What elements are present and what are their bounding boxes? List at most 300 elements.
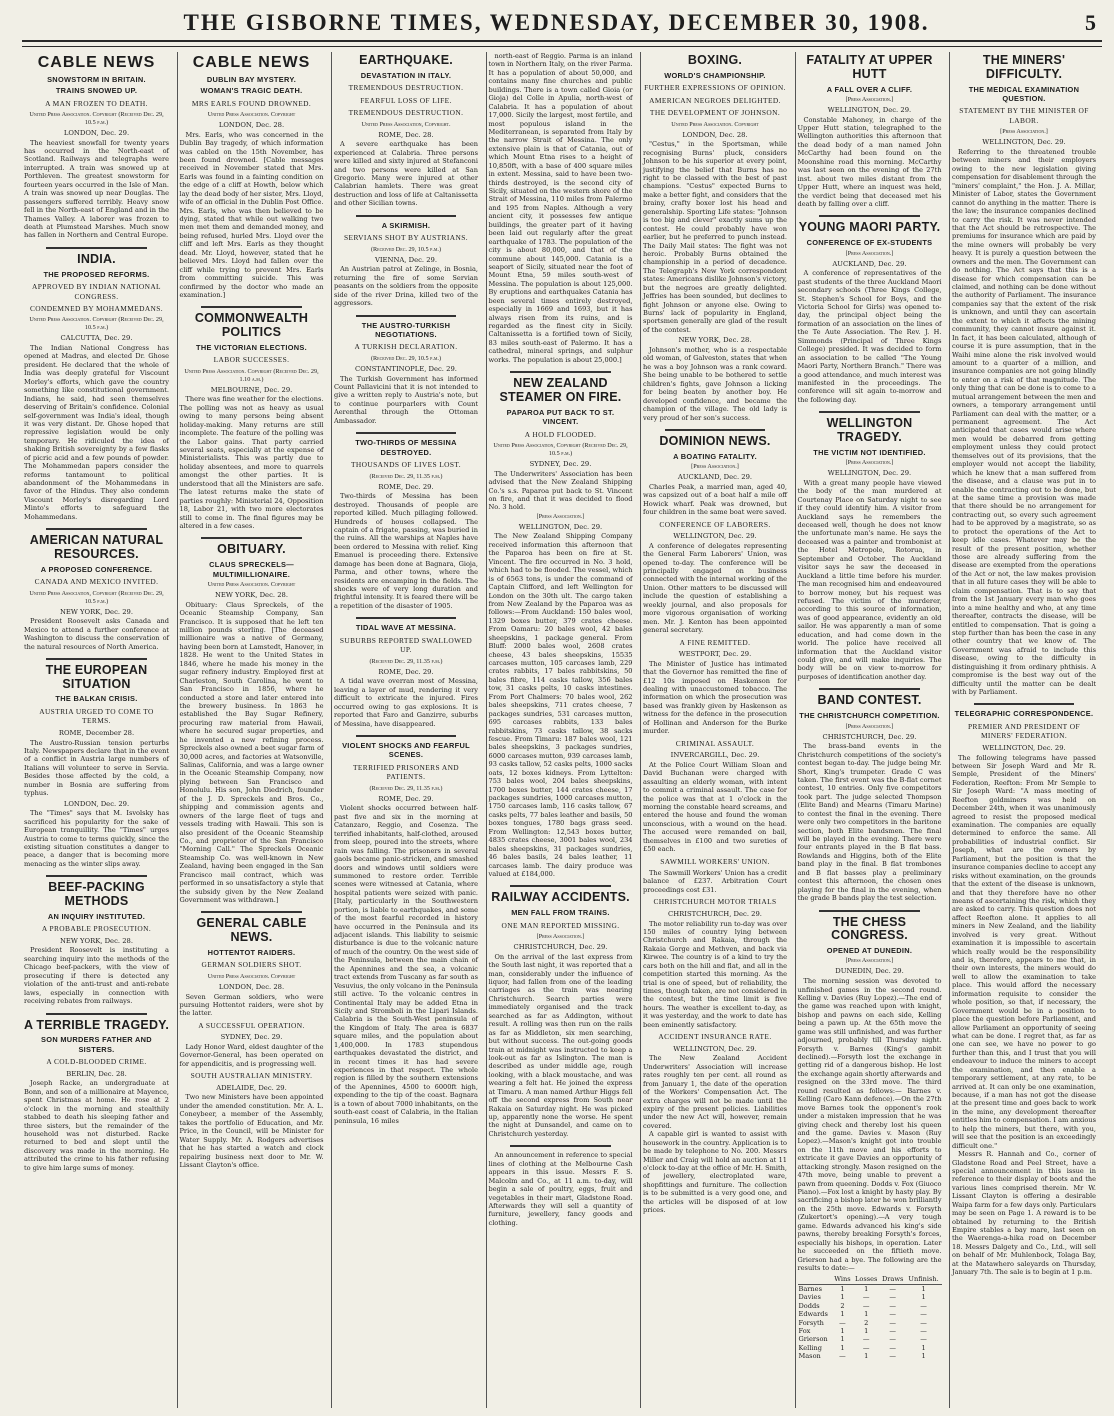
table-cell: — bbox=[839, 1352, 846, 1361]
column-6 bbox=[795, 52, 944, 1408]
dateline: WELLINGTON, Dec. 29. bbox=[518, 522, 603, 531]
article bbox=[334, 438, 478, 610]
article-deck: AUSTRIA URGED TO COME TO TERMS. bbox=[39, 706, 154, 726]
article-subheading: HOTTENTOT RAIDERS. bbox=[207, 947, 296, 957]
table-cell: — bbox=[889, 1318, 896, 1327]
article-subheading: A FALL OVER A CLIFF. bbox=[826, 84, 913, 94]
article bbox=[643, 54, 787, 422]
article-divider bbox=[356, 215, 457, 217]
article-subheading: CONFERENCE OF EX-STUDENTS bbox=[806, 238, 933, 248]
article bbox=[24, 664, 169, 868]
article-headline: DOMINION NEWS. bbox=[659, 433, 771, 448]
article-subheading: MEN FALL FROM TRAINS. bbox=[511, 908, 610, 918]
table-cell: Fox bbox=[798, 1327, 811, 1336]
table-cell: 1 bbox=[840, 1343, 845, 1352]
article-body: An Austrian patrol at Zelinge, in Bosnia, returning the fire of some Servian peasants on the soldiers from the opposite side of the river Drina, killed two of the aggressors. bbox=[334, 265, 478, 308]
article bbox=[180, 312, 324, 530]
article-deck: TERRIFIED PRISONERS AND PATIENTS. bbox=[352, 762, 460, 782]
article-headline: RAILWAY ACCIDENTS. bbox=[491, 890, 630, 905]
dateline: CHRISTCHURCH, Dec. 29. bbox=[822, 732, 917, 741]
dateline: NEW YORK, Dec. 28. bbox=[214, 591, 289, 599]
dateline: WELLINGTON, Dec. 29. bbox=[673, 1044, 757, 1053]
article-headline: COMMONWEALTH POLITICS bbox=[194, 311, 309, 340]
article-divider bbox=[819, 910, 920, 912]
press-credit: (Received Dec. 29, 11.35 p.m.) bbox=[369, 784, 443, 792]
dateline: LONDON, Dec. 28. bbox=[218, 120, 285, 129]
press-credit: United Press Association, Copyright (Received Dec. 29, 10.5 p.m.) bbox=[29, 589, 164, 605]
article-deck: CHRISTCHURCH MOTOR TRIALS bbox=[653, 897, 777, 907]
article bbox=[489, 1151, 633, 1227]
article bbox=[643, 435, 787, 1215]
article-body: The Sawmill Workers' Union has a credit balance of £237. Arbitration Court proceedings cost £31. bbox=[643, 869, 787, 894]
press-credit: [Press Association.] bbox=[845, 722, 894, 730]
article-headline: CABLE NEWS bbox=[37, 54, 156, 71]
article-deck: CONDEMNED BY MOHAMMEDANS. bbox=[29, 303, 164, 313]
column-4 bbox=[486, 52, 635, 1408]
article-deck: CANADA AND MEXICO INVITED. bbox=[34, 577, 159, 587]
article-subheading: THE VICTIM NOT IDENTIFIED. bbox=[813, 447, 926, 457]
article-body: The Underwriters' Association has been advised that the New Zealand Shipping Co.'s s.s. Paparoa put back to St. Vincent on fire, and that it was decided to flood No. 3 hold. bbox=[488, 469, 633, 512]
table-cell: — bbox=[889, 1327, 896, 1336]
article-deck: A TURKISH DECLARATION. bbox=[354, 342, 458, 352]
chess-results-table bbox=[798, 1275, 942, 1360]
dateline: DUNEDIN, Dec. 29. bbox=[835, 967, 904, 976]
press-credit: United Press Association, Copyright (Received Dec. 29, 10.5 p.m.) bbox=[493, 442, 628, 458]
press-credit: United Press Association. Copyright (Received Dec. 29, 1.10 a.m.) bbox=[184, 367, 319, 383]
article-headline: THE CHESS CONGRESS. bbox=[831, 914, 908, 943]
article bbox=[334, 221, 478, 308]
table-cell: Grierson bbox=[798, 1335, 828, 1344]
article-headline: BEEF-PACKING METHODS bbox=[48, 880, 145, 909]
article-subheading: DUBLIN BAY MYSTERY. bbox=[206, 74, 297, 84]
article-subheading: A SKIRMISH. bbox=[381, 220, 431, 230]
press-credit: United Press Association. Copyright bbox=[207, 972, 296, 980]
article bbox=[24, 54, 169, 240]
table-cell: Barnes bbox=[798, 1284, 822, 1293]
article-body: Charles Peak, a married man, aged 40, was capsized out of a boat half a mile off Howick wharf. Peak was drowned, but four children in the same boat were saved. bbox=[643, 482, 787, 517]
article-divider bbox=[356, 617, 457, 619]
article-subheading: VIOLENT SHOCKS AND FEARFUL SCENES. bbox=[342, 740, 470, 760]
press-credit: [Press Association.] bbox=[536, 512, 585, 520]
article-body: Mrs. Earls, who was concerned in the Dublin Bay tragedy, of which information was cabled on the 15th November, has been found drowned. [Cable messages received in November stated that Mrs. Earls was found in a fainting condition on the edge of a cliff at Howth, below which lay the dead body of her sister, Mrs. Lloyd, wife of an official in the Dublin Post Office. Mrs. Earls, who was then believed to be dying, stated that while out walking two men met them and demanded money, and being refused, hurled Mrs. Lloyd over the cliff and left Mrs. Earls as they thought dead. Mr. Lloyd, however, stated that he believed Mrs. Lloyd had fallen over the cliff while trying to prevent Mrs. Earls from committing suicide. This was confirmed by the doctor who made an examination.] bbox=[179, 130, 324, 299]
article-divider bbox=[201, 306, 302, 308]
article-headline: INDIA. bbox=[77, 251, 116, 266]
article-divider bbox=[665, 429, 766, 431]
article-body: The morning session was devoted to unfinished games in the second round. Kelling v. Davies (Ruy Lopez).—The end of the game was reached upon with knight, bishop and pawns on each side, Kelling being a pawn up. At the 65th move the game was still unfinished, and was further adjourned, probably till Thursday night. Forsyth v. Barnes (King's gambit declined).—Forsyth lost the exchange in getting rid of a dangerous bishop. He lost the exchange again shortly afterwards and resigned on the 33rd move. The third round resulted as follows:— Barnes v. Kelling (Caro Kann defence).—On the 27th move Barnes took the opponent's rook under a mistaken impression that he was giving check and thereby lost his queen and the game. Davies v. Mason (Ruy Lopez).—Mason's knight got into trouble on the 11th move and his efforts to extricate it gave Davies an opportunity of attacking strongly. Mason resigned on the 47th move, being unable to prevent a pawn from queening. Dodds v. Fox (Giuoco Piano).—Fox lost a knight by hasty play. By sacrificing a bishop later he won brilliantly on the 25th move. Edwards v. Forsyth (Zukertort's opening).—A very tough game. Edwards advanced his king's side pawns, thereby breaking Forsyth's forces, especially his bishops, in operation. Later he succeeded on the fiftieth move. Grierson had a bye. The following are the results to date:— bbox=[797, 977, 942, 1272]
table-cell: — bbox=[889, 1343, 896, 1352]
table-cell: Edwards bbox=[798, 1310, 828, 1319]
article-body: The Turkish Government has informed Count Pallavicini that it is not intended to give a written reply to Austria's note, but to continue pourparlers with Count Aerenthal through the Ottoman Ambassador. bbox=[334, 374, 478, 425]
table-cell: 1 bbox=[921, 1293, 926, 1302]
dateline: SYDNEY, Dec. 29. bbox=[220, 1033, 283, 1042]
article-divider bbox=[510, 371, 611, 373]
dateline: NEW YORK, Dec. 28. bbox=[59, 936, 134, 945]
article-deck: SOUTH AUSTRALIAN MINISTRY. bbox=[190, 1071, 313, 1081]
table-row bbox=[798, 1344, 942, 1352]
article-body: On the arrival of the last express from the South last night, it was reported that a man, considerably under the influence of liquor, had fallen from one of the leading carriages as the train was nearing Christchurch. Search parties were immediately organised and the track searched as far as Addington, without result. A rolling was then run on the rails as far as Middleton, six men searching, but without success. The out-going goods train at midnight was instructed to keep a look-out as far as Islington. The man is described as under middle age, rough looking, with a black moustache, and was wearing a felt hat. He joined the express at Timaru. A man named Arthur Higgs fell off the second express from South near Rakaia on Saturday night. He was picked up, apparently none the worse. He spent the night at Dunsandel, and came on to Christchurch yesterday. bbox=[488, 952, 633, 1138]
article-body: The "Times" says that M. Isvolsky has sacrificed his popularity for the sake of European tranquillity. The "Times" urges Austria to come to terms quickly, since the existing situation constitutes a danger to peace, a danger that is becoming more menacing as the winter slips away. bbox=[24, 809, 169, 868]
page-number: 5 bbox=[1085, 10, 1096, 35]
dateline: ROME, Dec. 29. bbox=[378, 482, 434, 491]
article bbox=[798, 694, 942, 902]
table-cell: 1 bbox=[864, 1310, 869, 1319]
article-deck: THOUSANDS OF LIVES LOST. bbox=[350, 460, 462, 470]
table-cell: — bbox=[920, 1335, 927, 1344]
dateline: CONSTANTINOPLE, Dec. 29. bbox=[355, 364, 457, 373]
table-cell: — bbox=[920, 1318, 927, 1327]
article-divider bbox=[46, 528, 148, 530]
article-divider bbox=[974, 703, 1075, 705]
press-credit: United Press Association. Copyright bbox=[671, 120, 759, 128]
table-cell: Forsyth bbox=[798, 1318, 824, 1327]
article-subheading: TIDAL WAVE AT MESSINA. bbox=[355, 623, 457, 633]
article bbox=[334, 741, 478, 1125]
dateline: WELLINGTON, Dec. 29. bbox=[827, 469, 912, 478]
table-row bbox=[798, 1352, 942, 1360]
article-deck: SUBURBS REPORTED SWALLOWED UP. bbox=[339, 635, 473, 655]
article-body: Joseph Racke, an undergraduate at Bonn, and son of a millionaire at Mayence, spent Christmas at home. He rose at 2 o'clock in the morning and stealthily stabbed to death his sleeping father and three sisters, but the remainder of the household was not disturbed. Racke returned to bed and slept until the discovery was made in the morning. He attributed the crime to his father refusing to give him large sums of money. bbox=[24, 1079, 169, 1172]
dateline: WESTPORT, Dec. 29. bbox=[678, 649, 752, 658]
article-subheading: A PROPOSED CONFERENCE. bbox=[40, 564, 153, 574]
press-credit: United Press Association. Copyright (Received Dec. 29, 10.5 p.m.) bbox=[29, 111, 164, 126]
press-credit: (Received Dec. 29, 11.35 p.m.) bbox=[369, 657, 443, 665]
table-cell: 1 bbox=[864, 1327, 869, 1336]
table-header: Wins bbox=[834, 1275, 851, 1284]
press-credit: United Press Association. Copyright (Received Dec. 29, 10.5 p.m.) bbox=[29, 316, 164, 332]
article bbox=[180, 543, 324, 904]
table-header: Unfinish. bbox=[906, 1275, 942, 1284]
table-cell: 1 bbox=[840, 1284, 845, 1293]
article-divider bbox=[819, 215, 920, 217]
article-divider bbox=[201, 911, 302, 913]
table-cell: — bbox=[920, 1301, 927, 1310]
article-deck: CRIMINAL ASSAULT. bbox=[675, 738, 755, 748]
article-subheading: DEVASTATION IN ITALY. bbox=[360, 70, 452, 80]
press-credit: [Press Association.] bbox=[845, 249, 894, 257]
article bbox=[24, 534, 169, 651]
article-deck: A FINE REMITTED. bbox=[679, 637, 751, 647]
table-cell: 1 bbox=[840, 1335, 845, 1344]
article-subheading: THE PROPOSED REFORMS. bbox=[43, 269, 150, 279]
table-row bbox=[798, 1335, 942, 1343]
table-cell: 1 bbox=[864, 1352, 869, 1361]
table-cell: — bbox=[889, 1284, 896, 1293]
masthead-rule bbox=[22, 46, 1102, 47]
article-subheading: THE MEDICAL EXAMINATION QUESTION. bbox=[968, 84, 1080, 103]
article bbox=[334, 321, 478, 426]
article-body: Referring to the threatened trouble between miners and their employers owing to the new legislation giving compensation for disablement through the "miners' complaint," the Hon. J. A. Millar, Minister of Labor, states the Government cannot do anything in the matter. There is the law; the insurance companies declined to carry the risk. It was never intended that the Act should be retrospective. The premiums for insurance which are paid by the mine owners will probably be very heavy. It is purely a question between the owners and the men. The Government can do nothing. The Act says that this is a disease for which compensation can be claimed, and nothing can be done without the authority of Parliament. The insurance companies say that the extent of the risk is unknown, and until they can ascertain the extent to which it affects the mining community, they cannot insure against it. In fact, it has been calculated, although of course it is pure assumption, that in the Waihi mine alone the risk involved would amount to a quarter of a million, and insurance companies are not going blindly to enter on a risk of that magnitude. The only thing that can be done is to come to a mutual arrangement between the men and owners, a temporary arrangement until Parliament can deal with the matter, or a permanent agreement. The Act anticipated that cases would arise where men would be debarred from getting employment unless they could protect themselves out of its provisions, that the employer would not accept the liability, which he knew that a man suffered from the disease, and a clause was put in to enable the contracting out to be done, but at the same time a provision was made that there should be no arrangement for contracting out, so every such agreement had to be approved by a magistrate, so as to protect the operations of the Act to keep idle cases. Whatever may be the result of the present position, whether those are already suffering from the disease are exempted from the operations of the Act or not, the law makes provision that in all future cases they will be able to claim compensation. That is to say that from the 1st January every man who goes into a mine healthy and who, at any time thereafter, contracts the disease, will be entitled to compensation. That is going a step further than has been the case in any other country that we know of. The Government was afraid to include this disease, owing to the difficulty in distinguishing it from ordinary phthisis. A compromise is the best way out of the difficulty until the matter can be dealt with by Parliament. bbox=[952, 148, 1096, 696]
article-subheading: THE AUSTRO-TURKISH NEGOTIATIONS. bbox=[361, 320, 451, 339]
article-body: The motor reliability run to-day was over 150 miles of country lying between Christchurch and Rakaia, through the Rakaia Gorge and Methven, and back via Kirwee. The country is of a kind to try the cars both on the hill and flat, and all in the competition started this morning. As the trial is one of speed, but of reliability, the times, though taken, are not considered in the contest, but the time limit is five hours. The weather is excellent to-day, as it was yesterday, and the work to date has been eminently satisfactory. bbox=[643, 919, 787, 1029]
article-subheading: THE VICTORIAN ELECTIONS. bbox=[196, 342, 307, 352]
dateline: LONDON, Dec. 28. bbox=[682, 130, 748, 139]
article bbox=[180, 54, 324, 299]
dateline: ADELAIDE, Dec. 29. bbox=[216, 1083, 287, 1092]
article-divider bbox=[510, 1145, 611, 1147]
article-headline: A TERRIBLE TRAGEDY. bbox=[24, 1017, 170, 1032]
article-body: A severe earthquake has been experienced at Calabria. Three persons were killed and sixty injured at Stefanconi and two persons were killed at San Gregorio. Many were injured at other Calabrian hamlets. There was great destruction and loss of life at Caltanissetta and other Sicilian towns. bbox=[334, 140, 478, 208]
dateline: SYDNEY, Dec. 29. bbox=[529, 459, 592, 468]
table-cell: Mason bbox=[798, 1352, 821, 1361]
article-body: Violent shocks occurred between half-past five and six in the morning at Catanzaro, Reggio, and Cosenza. The terrified inhabitants, half-clothed, aroused from sleep, poured into the streets, where rain was falling. The prisoners in several gaols became panic-stricken, and smashed doors and windows until soldiers were summoned to restore order. Terrible scenes were witnessed at Catania, where hospital patients were seized with panic. [Italy, particularly in the Southwestern portion, is liable to earthquakes, and some of the most fearful recorded in history have occurred in the Peninsula and its adjacent islands. This liability to seismic disturbance is due to the volcanic nature of much of the country. On the west side of the Peninsula, between the main chain of the Apennines and the sea, a volcanic tract extends from Tuscany as far south as Vesuvius, the only volcano in the Peninsula still active. To the volcanic centres in Continental Italy may be added Etna in Sicily and Stromboli in the Lipari Islands. Calabria is the South-West peninsula of the Kingdom of Italy. The area is 6837 square miles, and the population about 1,400,000. In 1783 stupendous earthquakes devastated the district, and in recent times it has had severe experiences in that respect. The whole region is filled by the southern extensions of the Apennines, 4500 to 6000ft high, expending to the tip of the coast. Bagnara is a town of about 7000 inhabitants, on the south-east coast of Calabria, in the Italian peninsula, 16 miles bbox=[334, 804, 478, 1125]
press-credit: (Received Dec. 29, 10.5 p.m.) bbox=[370, 245, 442, 253]
article-deck: A HOLD FLOODED. bbox=[524, 429, 597, 439]
article bbox=[952, 709, 1096, 1276]
article-deck: A PROBABLE PROSECUTION. bbox=[41, 924, 152, 934]
dateline: ROME, Dec. 28. bbox=[378, 130, 434, 139]
dateline: WELLINGTON, Dec. 29. bbox=[982, 138, 1066, 147]
dateline: ROME, Dec. 29. bbox=[378, 667, 434, 676]
article-body: The following telegrams have passed between Sir Joseph Ward and Mr R. Semple, President of the Miners' Federation, Reefton: From Mr Semple to Sir Joseph Ward: "A mass meeting of Reefton goldminers was held on December 24th, when it was unanimously agreed to resist the proposed medical examination. The companies are equally determined to enforce the same. All probabilities of industrial conflict. Sir Joseph, what are the owners by Parliament, but the position is that the insurance companies decline to accept any risks without examination, on the grounds that the extent of the disease is unknown, and that they therefore have no other means of ascertaining the risk, which they are asked to carry. This question does not affect Reefton alone. It applies to all miners in New Zealand, and the liability involved is very great. Without examination it is impossible to ascertain which really would be the responsibility and is, therefore, appears to me that, in their own interests, the miners would do well to allow the examination to take place. This would afford the necessary information requisite to consider the whole position, so that, if necessary, the Government would be in a position to place the question before Parliament, and allow Parliament an opportunity of seeing what can be done. I regret that, as far as one can see, we have no power to go further than this, and I trust that you will endeavour to induce the miners to accept the examination, and then enable a temporary settlement, at any rate, to be arrived at. It can only be one examination, because, if a man has not got the disease at the present time and goes back to work in the mine, any development thereafter entitles him to compensation. I am anxious to help the miners, but there, with you, will see that the position is an exceedingly difficult one." bbox=[952, 753, 1096, 1150]
article-deck: CONFERENCE OF LABORERS. bbox=[659, 519, 771, 529]
article-body: A conference of delegates representing the General Farm Laborers' Union, was opened to-day. The conference will be principally engaged on business connected with the internal working of the Union. Other matters to be discussed will include the question of establishing a weekly journal, and also proposals for more vigorous organisation of working men. Mr. J. Kenton has been appointed general secretary. bbox=[643, 541, 787, 635]
table-cell: 1 bbox=[921, 1343, 926, 1352]
article-headline: NEW ZEALAND STEAMER ON FIRE. bbox=[499, 376, 622, 404]
article-deck: ACCIDENT INSURANCE RATE. bbox=[658, 1032, 772, 1042]
dateline: WELLINGTON, Dec. 29. bbox=[827, 105, 912, 114]
article-body: The New Zealand Shipping Company received information this afternoon that the Paparoa has been on fire at St. Vincent. The fire occurred in No. 3 hold, which had to be flooded. The vessel, which is of 6563 tons, is under the command of Captain Clifford, and left Wellington for London on the 30th ult. The cargo taken from New Zealand by the Paparoa was as follows:—From Auckland: 150 bales wool, 1329 boxes butter, 379 crates cheese. From Oamaru: 20 bales wool, 42 bales sheepskins, 1 package general. From Bluff: 2000 bales wool, 2608 crates cheese, 43 bales sheepskins, 15535 carcases mutton, 105 carcases lamb, 229 crates rabbits, 17 bales rabbitskins, 50 bales fibre, 114 casks tallow, 356 bales tow, 31 casks pelts, 10 casks intestines. From Port Chalmers: 70 bales wool, 262 bales sheepskins, 711 crates cheese, 7 packages sundries, 531 carcases mutton, 695 carcases rabbits, 133 bales rabbitskins, 73 casks tallow, 38 sacks fescue. From Timaru: 187 bales wool, 121 bales sheepskins, 3 packages sundries, 6000 carcases mutton, 939 carcases lamb, 93 casks tallow, 52 casks pelts, 1000 sacks oats, 12 boxes kidneys. From Lyttelton: 753 bales wool, 204 bales sheepskins, 1700 boxes butter, 144 crates cheese, 17 packages sundries, 1000 carcases mutton, 1750 carcases lamb, 116 casks tallow, 67 casks pelts, 77 bales leather and basils, 50 boxes tongues, 1780 bags grass seed. From Wellington: 12,543 boxes butter, 4835 crates cheese, 3001 bales wool, 234 bales sheepskins, 31 packages sundries, 46 bales basils, 24 bales leather, 11 carcases lamb. The dairy produce was valued at £184,000. bbox=[488, 532, 633, 878]
dateline: BERLIN, Dec. 28. bbox=[66, 1069, 127, 1078]
table-cell: — bbox=[920, 1327, 927, 1336]
table-row bbox=[798, 1302, 942, 1310]
article-body: The brass-band events in the Christchurch competitions of the society's contest began to-day. The judge being Mr. Short, King's trumpeter. Grade C was taken. The first event was the B-flat cornet contest, 10 entries. Only five competitors took part. The judge selected Thompson (Elite Band) and Mearns (Timaru Marine) to contest the final in the evening. There were only two competitors in the baritone section, both Elite bandsmen. The final will be played in the evening. There were four entrants played in the B flat bass. Rowlands and Higgins, both of the Elite band play in the final. B flat trombones and B flat basses play a preliminary contest this afternoon, the chosen ones playing for the final in the evening, when the grade B bands play the test selection. bbox=[797, 742, 942, 903]
column-1 bbox=[22, 52, 171, 1408]
article-deck: GERMAN SOLDIERS SHOT. bbox=[201, 960, 302, 970]
article-headline: BOXING. bbox=[687, 53, 743, 67]
article-body: "Cestus," in the Sportsman, while recognising Burns' pluck, considers Johnson to be his superior at every point, justifying the belief that Burns has no right to be classed with the best of past champions. "Cestus" expected Burns to make a better fight, and considers that the brainy, crafty boxer lost his head and generalship. Sporting Life states: "Johnson is too big and clever" exactly sums up the contest. He could probably have won earlier, but he preferred to punch instead. The Daily Mail states: The fight was not heroic. Probably Burns obtained the championship in a period of decadence. The Telegraph's New York correspondent states: Americans dislike Johnson's victory, but the negroes are greatly delighted. Jeffries has been sounded, but declines to fight Johnson or anyone else. Owing to Burns' lack of popularity in England, sportsmen generally are glad of the result of the contest. bbox=[643, 140, 787, 334]
article-divider bbox=[510, 885, 611, 887]
article-body: Two-thirds of Messina has been destroyed. Thousands of people are reported killed. Much pillaging followed. Hundreds of houses collapsed. The captain of a frigate, passing, was buried in the ruins. All the warships at Naples have been ordered to Messina with relief. King Emanuel is proceeding there. Extensive damage has been done at Bagnara, Gioja, Parma, and other towns, where the residents are encamping in the fields. The shocks were of very long duration and frightful intensity. It is feared there will be a repetition of the disaster of 1905. bbox=[334, 492, 478, 610]
table-cell: 1 bbox=[840, 1293, 845, 1302]
table-cell: 1 bbox=[840, 1327, 845, 1336]
article-deck: A MAN FROZEN TO DEATH. bbox=[45, 98, 148, 108]
article-subheading: SNOWSTORM IN BRITAIN. bbox=[47, 74, 146, 84]
table-cell: — bbox=[862, 1293, 870, 1302]
article bbox=[489, 52, 633, 364]
article-deck: TREMENDOUS DESTRUCTION. bbox=[348, 108, 464, 118]
dateline: NEW YORK, Dec. 29. bbox=[59, 607, 134, 616]
article bbox=[24, 1019, 169, 1173]
article bbox=[489, 891, 633, 1138]
article bbox=[798, 221, 942, 404]
table-header: Losses bbox=[853, 1275, 880, 1284]
article-deck: A COLD-BLOODED CRIME. bbox=[46, 1057, 147, 1067]
article-headline: OBITUARY. bbox=[217, 542, 286, 557]
table-header: Draws bbox=[880, 1275, 906, 1284]
table-cell: — bbox=[862, 1301, 870, 1310]
article-body: The New Zealand Accident Underwriters' Association will increase rates roughly ten per cent. all round as from January 1, the date of the operation of the Workers' Compensation Act. The extra charges will not be made until the expiry of the present policies. Liabilities under the new Act will, however, remain covered. bbox=[643, 1054, 787, 1130]
press-credit: [Press Association.] bbox=[691, 463, 739, 471]
dateline: INVERCARGILL, Dec. 29. bbox=[670, 751, 760, 760]
press-credit: [Press Association.] bbox=[1000, 128, 1048, 136]
article-body: Messrs R. Hannah and Co., corner of Gladstone Road and Peel Street, have a special announcement in this issue in reference to their display of boots and the various lines comprised therein. Mr W. Lissant Clayton is offering a desirable Waipa farm for a few days only. Particulars may be seen on Page 1. A reward is to be obtained by returning to the British Empire stables a bay mare, last seen on the Waerenga-a-hika road on December 18. Messrs Dalgety and Co., Ltd., will sell on behalf of Mr. Muhlenbock, Tolaga Bay, at the Matawhero saleyards on Thursday, January 7th. The sale is to begin at 1 p.m. bbox=[952, 1150, 1096, 1277]
table-cell: — bbox=[920, 1310, 927, 1319]
article-headline: THE EUROPEAN SITUATION bbox=[45, 662, 148, 691]
article-body: Constable Mahoney, in charge of the Upper Hutt station, telegraphed to the Wellington authorities this afternoon that the dead body of a man named John McCarthy had been found on the Moonshine road this morning. McCarthy was last seen on the evening of the 27th inst. about two miles distant from the Upper Hutt, where an inquest was held, the verdict being that deceased met his death by falling over a cliff. bbox=[797, 115, 942, 208]
article-body: The Minister of Justice has intimated that the Governor has remitted the fine of £12 10s imposed on Haskenson for dealing with unaccustomed tobacco. The information on which the prosecution was based was frankly given by Haskenson as witness for the defence in the prosecution of Hollinan and Anderson for the Burke murder. bbox=[643, 659, 787, 736]
table-row bbox=[798, 1319, 942, 1327]
article-deck: FURTHER EXPRESSIONS OF OPINION. bbox=[644, 83, 786, 93]
article-body: A capable girl is wanted to assist with housework in the country. Application is to be made by telephone to No. 200. Messrs Miller and Craig will hold an auction at 11 o'clock to-day at the office of Mr. H. Smith, of jewellery, electroplated ware, shopfittings and furniture. The collection is to be submitted is a very good one, and the articles will be disposed of at low prices. bbox=[643, 1130, 787, 1215]
table-header bbox=[798, 1275, 833, 1284]
article-divider bbox=[46, 247, 148, 249]
table-cell: — bbox=[889, 1310, 896, 1319]
article-divider bbox=[356, 735, 457, 737]
article-subheading: TELEGRAPHIC CORRESPONDENCE. bbox=[954, 709, 1094, 719]
article-subheading: WORLD'S CHAMPIONSHIP. bbox=[664, 70, 766, 80]
article-subheading: SON MURDERS FATHER AND SISTERS. bbox=[41, 1035, 152, 1054]
article bbox=[180, 917, 324, 1169]
column-7 bbox=[949, 52, 1098, 1408]
article-body: With a great many people have viewed the body of the man murdered at Courtenay Place on Saturday night to see if they could identify him. A visitor from Auckland says he remembers the deceased well, though he does not know the unfortunate man's name. He says the deceased was a painter and trombonist at the Hotel Metropole, Rotorua, in September and October. The Auckland visitor says he saw the deceased in Auckland a little time before his murder. The man recognised him and endeavoured to borrow money, but his request was refused. The victim of the murderer, according to this source of information, was of good appearance, evidently an old sailor. He was apparently a man of some education, and had come down in the world. The police have received all information that the Auckland visitor could give, and will make inquiries. The body will be on view to-morrow for purposes of identification another day. bbox=[797, 478, 942, 681]
article-body: Seven German soldiers, who were pursuing Hottentot raiders, were shot by the latter. bbox=[179, 992, 324, 1018]
article-headline: THE MINERS' DIFFICULTY. bbox=[982, 53, 1066, 81]
table-row bbox=[798, 1284, 942, 1293]
article-body: There was fine weather for the elections. The polling was not as heavy as usual owing to many persons being absent holiday-making. Many returns are still incomplete. The feature of the polling was the Labor gains. That party carried several seats, especially at the expense of Ministerialists. This was partly due to holiday absentees, and more to quarrels amongst the other parties. It is understood that all the Ministers are safe. The latest returns make the state of parties roughly: Ministerial 24, Opposition 18, Labor 21, with two more electorates still to come in. The final figures may be altered in a few cases. bbox=[179, 395, 324, 530]
article-deck: AMERICAN NEGROES DELIGHTED. bbox=[649, 95, 781, 105]
table-cell: 1 bbox=[921, 1352, 926, 1361]
article-deck: APPROVED BY INDIAN NATIONAL CONGRESS. bbox=[32, 282, 161, 301]
dateline: CALCUTTA, Dec. 29. bbox=[60, 334, 133, 343]
dateline: LONDON, Dec. 28. bbox=[218, 982, 285, 991]
press-credit: [Press Association.] bbox=[845, 459, 894, 467]
article-body: A tidal wave overran most of Messina, leaving a layer of mud, rendering it very difficult to extricate the injured. Fires occurred owing to gas explosions. It is reported that Faro and Ganzirre, suburbs of Messina, have disappeared. bbox=[334, 677, 478, 728]
article-deck: SERVIANS SHOT BY AUSTRIANS. bbox=[344, 233, 468, 243]
article-headline: FATALITY AT UPPER HUTT bbox=[806, 53, 933, 81]
table-cell: 1 bbox=[864, 1284, 869, 1293]
article bbox=[489, 377, 633, 878]
column-2 bbox=[177, 52, 326, 1408]
article bbox=[334, 54, 478, 208]
article-subheading: TRAINS SNOWED UP. bbox=[55, 86, 138, 96]
article-divider bbox=[201, 537, 302, 539]
article-body: The Austro-Russian tension perturbs Italy. Newspapers declare that in the event of a conflict in Austria large numbers of Italians will volunteer to serve in Servia. Besides those affected by the cold, a number in Bosnia are suffering from typhus. bbox=[24, 738, 169, 798]
table-cell: — bbox=[889, 1335, 896, 1344]
article-body: A conference of representatives of the past students of the three Auckland Maori secondary schools (Three Kings College, St. Stephen's School for Boys, and the Victoria School for Girls) was opened to-day, the principal object being the formation of an association on the lines of the Te Aute Association. The Rev. J. H. Simmonds (Principal of Three Kings College) presided. It was decided to form an association to be called "The Young Maori Party, Northern Branch." There was a good attendance, and much interest was manifested in the proceedings. The conference will sit again to-morrow and the following day. bbox=[797, 269, 942, 404]
table-row bbox=[798, 1293, 942, 1301]
article-divider bbox=[46, 1013, 148, 1015]
article-divider bbox=[46, 658, 148, 660]
article-subheading: AN INQUIRY INSTITUTED. bbox=[47, 911, 146, 921]
table-row bbox=[798, 1327, 942, 1335]
article-deck: THE DEVELOPMENT OF JOHNSON. bbox=[649, 108, 781, 118]
article-divider bbox=[819, 688, 920, 690]
press-credit: (Received Dec. 29, 10.5 p.m.) bbox=[370, 354, 442, 362]
article-deck: TREMENDOUS DESTRUCTION. bbox=[348, 83, 464, 93]
dateline: LONDON, Dec. 29. bbox=[63, 128, 130, 137]
article-headline: WELLINGTON TRAGEDY. bbox=[826, 416, 913, 444]
article-body: President Roosevelt is instituting a searching inquiry into the methods of the Chicago beef-packers, with the view of prosecuting if there is detected any violation of the anti-trust and anti-rebate laws, especially in connection with receiving rebates from railways. bbox=[24, 946, 169, 1006]
article bbox=[798, 417, 942, 681]
article bbox=[798, 54, 942, 208]
article-body: north-east of Reggio. Parma is an inland town in Northern Italy, on the river Parma. It has a population of about 50,000, and contains many fine churches and public buildings. There is a town called Gioia (or Gioja) del Colle in Apulia, north-west of Calabria. It has a population of about 17,000. Sicily the largest, most fertile, and most populous island in the Mediterranean, is separated from Italy by the narrow Strait of Messina. The only extensive plain is that of Catania, out of which Mount Etna rises to a height of 10,850ft, with a base of 400 square miles in extent. Messina, said to have been two-thirds destroyed, is the second city of Sicily, situated on the western shore of the Strait of Messina, 110 miles from Palermo and 195 from Naples. Although a very ancient city, it possesses few antique buildings, the greater part of it having been laid out regularly after the great earthquake of 1783. The population of the city is about 80,000, and that of the commune about 145,000. Catania is a seaport of Sicily, situated near the foot of Mount Etna, 59 miles south-west of Messina. The population is about 125,000. By eruptions and earthquakes Catania has been several times entirely destroyed, especially in 1669 and 1693, but it has always risen from its ruins, and is regarded as the finest city in Sicily. Caltanissetta is a fortified town of Sicily, 83 miles south-east of Palermo. It has a cathedral, mineral springs, and sulphur works. The population is about 25,000.] bbox=[488, 52, 633, 364]
article-headline: GENERAL CABLE NEWS. bbox=[196, 916, 307, 945]
article-body: The Indian National Congress has opened at Madras, and elected Dr. Ghose president. He declared that the whole of India was deeply grateful for Viscount Morley's efforts, which gave the country something like constitutional government. Indians, he said, had seen themselves deserving of Britain's confidence. Colonial self-government was India's ideal, though it was very distant. Dr. Ghose hoped that repressive legislation would be only temporary. He ridiculed the idea of shaking British sovereignty by a few flasks of picric acid and a few pounds of powder. The Mohammedan papers consider the reforms tantamount to political abandonment of the Mohammedans in favor of the Hindus. They also condemn Viscount Morley's disregarding Lord Minto's efforts to safeguard the Mohammedans. bbox=[24, 344, 169, 521]
article-deck: A SUCCESSFUL OPERATION. bbox=[198, 1020, 305, 1030]
dateline: WELLINGTON, Dec. 29. bbox=[673, 532, 757, 540]
press-credit: [Press Association.] bbox=[845, 95, 894, 103]
article bbox=[952, 54, 1096, 696]
article-divider bbox=[819, 411, 920, 413]
article-subheading: CLAUS SPRECKELS—MULTIMILLIONAIRE. bbox=[209, 560, 294, 579]
article-body: At the Police Court William Sloan and David Buchanan were charged with assaulting an elderly woman, with intent to commit a criminal assault. The case for the police was that at 1 o'clock in the morning the constable heard screams, and entered the house and found the woman unconscious, with a wound on the head. The accused were remanded on bail, themselves in £100 and two sureties of £50 each. bbox=[643, 760, 787, 854]
press-credit: [Press Association.] bbox=[845, 957, 894, 965]
article-subheading: PAPAROA PUT BACK TO ST. VINCENT. bbox=[506, 407, 615, 427]
dateline: CHRISTCHURCH, Dec. 29. bbox=[668, 909, 762, 918]
table-cell: — bbox=[889, 1352, 896, 1361]
article-deck: FEARFUL LOSS OF LIFE. bbox=[360, 95, 452, 105]
article-body: The heaviest snowfall for twenty years has occurred in the North-east of Scotland. Railways and telegraphs were interrupted. A train was snowed up at Porthleven. The greatest snowstorm for fourteen years occurred in the Isle of Man. A train was snowed up near Douglas. The passengers suffered terribly. Heavy snow fell in the North-east of England and in the Thames Valley. A laborer was frozen to death at Plumstead Marshes. Much snow has fallen in Northern and Central Europe. bbox=[24, 138, 169, 240]
article-subheading: OPENED AT DUNEDIN. bbox=[826, 946, 913, 955]
masthead bbox=[22, 12, 1102, 42]
table-cell: — bbox=[889, 1301, 896, 1310]
table-cell: — bbox=[862, 1343, 870, 1352]
press-credit: United Press Association. Copyright bbox=[207, 111, 296, 118]
dateline: VIENNA, Dec. 29. bbox=[374, 255, 438, 264]
article-headline: BAND CONTEST. bbox=[817, 693, 922, 708]
article-body: Obituary: Claus Spreckels, of the Oceanic Steamship Company, San Francisco. It is supposed that he left ten million pounds sterling. [The deceased millionaire was a native of Germany, having been born at Lamstedt, Hanover, in 1828. He went to the United States in 1846, where he made his money in the sugar refinery industry. Employed first at Charleston, South Carolina, he went to San Francisco in 1856, where he conducted a store and later entered into the brewery business. In 1863 he established the Bay Sugar Refinery, procuring raw material from Hawaii, where he secured sugar properties, and he invented a new refining process. Spreckels also owned a beet sugar farm of 30,000 acres, and factories at Watsonville, Salinas, California, and was a large owner in the Oceanic Steamship Company, now plying between San Francisco and Honolulu. His son, John Diedrich, founder of the J. D. Spreckels and Bros. Co., shipping and commission agents and owners of the large fleet of tugs and vessels trading with Hawaii. This son is also president of the Oceanic Steamship Co., and proprietor of the San Francisco "Morning Call." The Spreckels Oceanic Steamship Co. was well-known in New Zealand, having been engaged in the San Francisco mail contract, which was performed in so unsatisfactory a style that the subsidy given by the New Zealand Government was withdrawn.] bbox=[179, 600, 324, 904]
article-deck: PREMIER AND PRESIDENT OF MINERS' FEDERATION. bbox=[968, 721, 1080, 741]
article-headline: EARTHQUAKE. bbox=[359, 53, 453, 67]
table-cell: Davies bbox=[798, 1293, 821, 1302]
press-credit: (Received Dec. 29, 11.35 p.m.) bbox=[369, 472, 443, 480]
article-headline: CABLE NEWS bbox=[192, 54, 311, 71]
press-credit: [Press Association.] bbox=[536, 933, 585, 941]
dateline: CHRISTCHURCH, Dec. 29. bbox=[513, 943, 608, 952]
table-cell: Dodds bbox=[798, 1301, 820, 1310]
article-subheading: THE BALKAN CRISIS. bbox=[55, 694, 138, 704]
article bbox=[334, 623, 478, 728]
article-body: Johnson's mother, who is a respectable old woman, of Galveston, states that when he was a boy Johnson was a rank coward. She being unable to be bothered to settle children's fights, gave Johnson a licking for being beaten by another boy. He developed confidence, and became the champion of the village. The old lady is very proud of her son's success. bbox=[643, 346, 787, 422]
dateline: LONDON, Dec. 29. bbox=[63, 799, 130, 808]
dateline: AUCKLAND, Dec. 29. bbox=[832, 259, 907, 268]
table-cell: 1 bbox=[921, 1284, 926, 1293]
table-cell: 1 bbox=[840, 1310, 845, 1319]
article-divider bbox=[356, 315, 457, 317]
article bbox=[798, 916, 942, 1361]
dateline: ROME, Dec. 29. bbox=[378, 794, 434, 803]
table-cell: — bbox=[889, 1293, 896, 1302]
press-credit: United Press Association, Copyright. bbox=[361, 120, 451, 128]
table-cell: — bbox=[839, 1318, 846, 1327]
table-cell: 2 bbox=[840, 1301, 845, 1310]
table-cell: 2 bbox=[864, 1318, 869, 1327]
column-3 bbox=[331, 52, 480, 1408]
dateline: MELBOURNE, Dec. 29. bbox=[210, 385, 293, 394]
article-subheading: WOMAN'S TRAGIC DEATH. bbox=[200, 86, 303, 96]
article-deck: MRS EARLS FOUND DROWNED. bbox=[191, 98, 312, 108]
article-body: An announcement in reference to special lines of clothing at the Melbourne Cash appears in this issue. Messrs F. S. Malcolm and Co., at 11 a.m. to-day, will begin a sale of poultry, eggs, fruit and vegetables in their mart, Gladstone Road. Afterwards they will sell a quantity of furniture, jewellery, fancy goods and clothing. bbox=[488, 1151, 633, 1227]
table-cell: — bbox=[862, 1335, 870, 1344]
dateline: NEW YORK, Dec. 28. bbox=[678, 336, 752, 345]
article-deck: STATEMENT BY THE MINISTER OF LABOR. bbox=[959, 106, 1089, 125]
article-deck: ONE MAN REPORTED MISSING. bbox=[501, 920, 620, 930]
table-row bbox=[798, 1310, 942, 1318]
dateline: AUCKLAND, Dec. 29. bbox=[677, 473, 753, 482]
article-divider bbox=[46, 875, 148, 877]
article-deck: LABOR SUCCESSES. bbox=[213, 355, 290, 365]
article bbox=[24, 253, 169, 521]
dateline: WELLINGTON, Dec. 29. bbox=[982, 743, 1066, 752]
dateline: ROME, December 28. bbox=[58, 728, 135, 737]
column-5 bbox=[640, 52, 789, 1408]
article-subheading: A BOATING FATALITY. bbox=[673, 451, 757, 461]
article-subheading: TWO-THIRDS OF MESSINA DESTROYED. bbox=[355, 438, 457, 457]
table-cell: Kelling bbox=[798, 1343, 822, 1352]
article bbox=[24, 881, 169, 1005]
article-subheading: THE CHRISTCHURCH COMPETITION. bbox=[799, 711, 940, 721]
press-credit: United Press Association. Copyright bbox=[207, 581, 296, 589]
